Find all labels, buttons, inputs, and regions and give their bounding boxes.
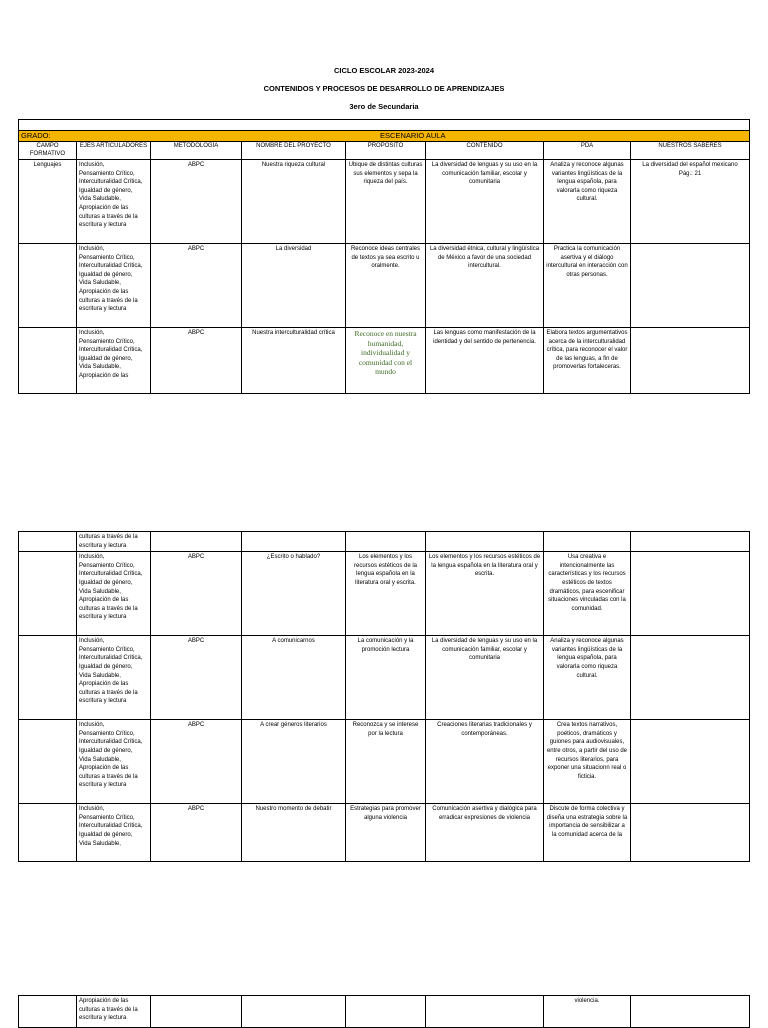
curriculum-table-page-2 [18,531,750,862]
cell-campo [19,552,77,636]
cell-pda: Analiza y reconoce algunas variantes lingüísticas de la lengua española, para valorarla como riqueza cultural. [544,636,631,720]
cell-metodologia: ABPC [151,160,242,244]
cell-proyecto: Nuestro momento de debatir [242,804,346,862]
header-pda: PDA [544,142,631,160]
cell-proyecto: ¿Escrito o hablado? [242,552,346,636]
cell-ejes: Apropiación de las culturas a través de la escritura y lectura [77,996,151,1028]
cell-pda: Crea textos narrativos, poéticos, dramáticos y guiones para audiovisuales, entre otros, a partir del uso de recursos literarios, para exponer una situacionn real o ficticia. [544,720,631,804]
cell-pda: Discute de forma colectiva y diseña una estrategia sobre la importancia de sensibilizar a la comunidad acerca de la [544,804,631,862]
curriculum-table-page-1 [18,119,750,394]
cell-pda: violencia. [544,996,631,1028]
cell-contenido: Las lenguas como manifestación de la identidad y del sentido de pertenencia. [426,328,544,394]
cell-metodologia [151,996,242,1028]
table-row [19,552,750,636]
header-proyecto: NOMBRE DEL PROYECTO [242,142,346,160]
scenario-label: ESCENARIO AULA [77,131,750,142]
table-row [19,636,750,720]
cell-campo [19,720,77,804]
header-proposito: PROPÓSITO [346,142,426,160]
cell-ejes: Inclusión, Pensamiento Crítico, Interculturalidad Crítica, Igualdad de género, Vida Saludable, Apropiación de las culturas a través de la escritura y lectura [77,160,151,244]
cell-saberes [631,328,750,394]
cell-proyecto: La diversidad [242,244,346,328]
cell-saberes [631,804,750,862]
cell-saberes [631,244,750,328]
cell-metodologia: ABPC [151,552,242,636]
header-metodologia: METODOLOGÍA [151,142,242,160]
cell-contenido: La diversidad de lenguas y su uso en la comunicación familiar, escolar y comunitaria [426,636,544,720]
cell-contenido [426,996,544,1028]
document-title: CONTENIDOS Y PROCESOS DE DESARROLLO DE APRENDIZAJES [263,84,505,93]
cell-proposito: Ubique de distintas culturas sus elementos y sepa la riqueza del país. [346,160,426,244]
cell-campo [19,996,77,1028]
table-row [19,996,750,1028]
cell-proposito: La comunicación y la promoción lectura [346,636,426,720]
grade-level-title: 3ero de Secundaria [349,102,419,111]
cell-pda: Usa creativa e intencionalmente las características y los recursos estéticos de textos dramáticos, para escenificar situaciones vinculadas con la comunidad. [544,552,631,636]
table-row [19,720,750,804]
cell-contenido: La diversidad de lenguas y su uso en la comunicación familiar, escolar y comunitaria [426,160,544,244]
cell-campo [19,804,77,862]
cell-saberes [631,636,750,720]
cell-saberes [631,996,750,1028]
column-header-row [19,142,750,160]
cell-ejes: Inclusión, Pensamiento Crítico, Interculturalidad Crítica, Igualdad de género, Vida Saludable, [77,804,151,862]
cell-proyecto [242,996,346,1028]
table-row [19,804,750,862]
grade-bar [19,131,750,142]
cell-proyecto: A comunicarnos [242,636,346,720]
cell-contenido: Creaciones literarias tradicionales y contemporáneas. [426,720,544,804]
header-campo: CAMPO FORMATIVO [19,142,77,160]
cell-pda [544,532,631,552]
table-row [19,532,750,552]
cell-metodologia: ABPC [151,636,242,720]
cell-ejes: Inclusión, Pensamiento Crítico, Interculturalidad Crítica, Igualdad de género, Vida Saludable, Apropiación de las culturas a través de la escritura y lectura [77,720,151,804]
cell-saberes [631,532,750,552]
cell-metodologia: ABPC [151,804,242,862]
cell-campo [19,244,77,328]
cell-campo: Lenguajes [19,160,77,244]
table-row [19,328,750,394]
cell-contenido: La diversidad étnica, cultural y lingüística de México a favor de una sociedad intercultural. [426,244,544,328]
cell-campo [19,636,77,720]
cell-contenido: Comunicación asertiva y dialógica para erradicar expresiones de violencia [426,804,544,862]
cell-proposito: Estrategias para promover alguna violencia [346,804,426,862]
cell-proposito [346,532,426,552]
school-year-title: CICLO ESCOLAR 2023-2024 [333,66,435,75]
cell-campo [19,328,77,394]
cell-metodologia: ABPC [151,720,242,804]
cell-proyecto: A crear géneros literarios [242,720,346,804]
cell-ejes: culturas a través de la escritura y lectura [77,532,151,552]
cell-ejes: Inclusión, Pensamiento Crítico, Interculturalidad Crítica, Igualdad de género, Vida Saludable, Apropiación de las culturas a través de la escritura y lectura [77,636,151,720]
cell-proyecto: Nuestra riqueza cultural [242,160,346,244]
cell-pda: Elabora textos argumentativos acerca de la interculturalidad crítica, para reconocer el valor de las lenguas, a fin de promoverlas fortaleceras. [544,328,631,394]
cell-proposito: Reconozca y se interese por la lectura [346,720,426,804]
cell-metodologia: ABPC [151,328,242,394]
cell-proposito [346,996,426,1028]
cell-campo [19,532,77,552]
cell-saberes [631,552,750,636]
cell-ejes: Inclusión, Pensamiento Crítico, Interculturalidad Crítica, Igualdad de género, Vida Saludable, Apropiación de las culturas a través de la escritura y lectura [77,244,151,328]
grade-label: GRADO: [19,131,77,142]
header-saberes: NUESTROS SABERES [631,142,750,160]
table-row [19,244,750,328]
curriculum-table-page-3 [18,995,750,1028]
cell-proyecto [242,532,346,552]
cell-pda: Practica la comunicación asertiva y el diálogo intercultural en interacción con otras personas. [544,244,631,328]
header-ejes: EJES ARTICULADORES [77,142,151,160]
cell-proyecto: Nuestra interculturalidad crítica [242,328,346,394]
table-row [19,160,750,244]
header-contenido: CONTENIDO [426,142,544,160]
cell-ejes: Inclusión, Pensamiento Crítico, Interculturalidad Crítica, Igualdad de género, Vida Saludable, Apropiación de las [77,328,151,394]
cell-saberes [631,720,750,804]
cell-proposito: Reconoce ideas centrales de textos ya sea escrito u oralmente. [346,244,426,328]
cell-ejes: Inclusión, Pensamiento Crítico, Interculturalidad Crítica, Igualdad de género, Vida Saludable, Apropiación de las culturas a través de la escritura y lectura [77,552,151,636]
cell-metodologia [151,532,242,552]
cell-contenido [426,532,544,552]
cell-metodologia: ABPC [151,244,242,328]
cell-pda: Analiza y reconoce algunas variantes lingüísticas de la lengua española, para valorarla como riqueza cultural. [544,160,631,244]
cell-proposito: Reconoce en nuestra humanidad, individualidad y comunidad con el mundo [346,328,426,394]
cell-proposito: Los elementos y los recursos estéticos de la lengua española en la literatura oral y escrita. [346,552,426,636]
cell-saberes: La diversidad del español mexicano Pág.: 21 [631,160,750,244]
blank-top-row [19,120,750,131]
cell-contenido: Los elementos y los recursos estéticos de la lengua española en la literatura oral y escrita. [426,552,544,636]
